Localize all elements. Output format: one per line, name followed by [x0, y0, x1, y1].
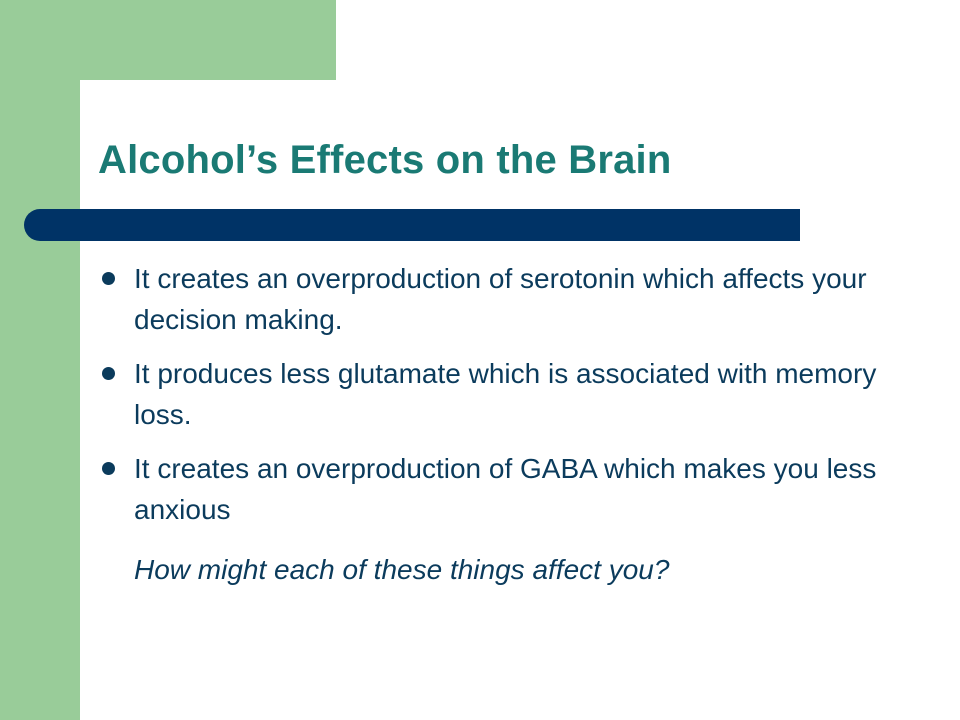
bullet-dot-icon [102, 272, 115, 285]
bullet-text: It creates an overproduction of serotonin which affects your decision making. [134, 263, 867, 335]
bullet-text: It produces less glutamate which is associated with memory loss. [134, 358, 877, 430]
bullet-dot-icon [102, 462, 115, 475]
green-header-decoration [0, 0, 336, 80]
discussion-question: How might each of these things affect you? [134, 554, 670, 585]
bullet-item [100, 258, 880, 340]
slide-title: Alcohol’s Effects on the Brain [98, 138, 672, 182]
bullet-item [100, 448, 880, 530]
bullet-item [100, 353, 880, 435]
title-underline-bar [24, 209, 800, 241]
green-sidebar-decoration [0, 0, 80, 720]
bullet-text: It creates an overproduction of GABA which makes you less anxious [134, 453, 877, 525]
bullet-dot-icon [102, 367, 115, 380]
bullet-list [100, 258, 880, 543]
